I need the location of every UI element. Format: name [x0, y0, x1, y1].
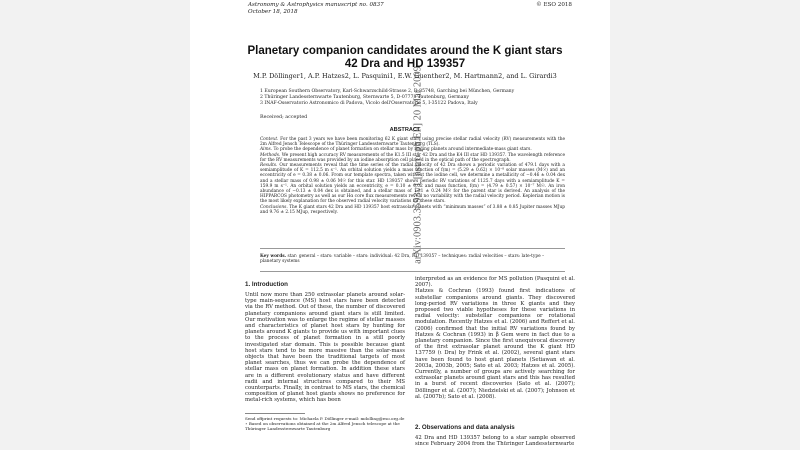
footnotes [245, 416, 405, 431]
abstract [260, 137, 565, 215]
abstract-divider [260, 248, 565, 249]
conclusions-label: Conclusions. [260, 204, 288, 210]
abstract-heading: ABSTRACT [389, 127, 421, 133]
affiliation-2: 2 Thüringer Landessternwarte Tautenburg, Sternwarte 5, D-07778 Tautenburg, Germany [260, 94, 470, 100]
keywords [260, 254, 565, 264]
context-label: Context. [260, 137, 279, 142]
observations-column [415, 435, 575, 447]
affiliations [260, 89, 514, 106]
date-line: October 18, 2018 [248, 9, 298, 15]
introduction-text: Until now more than 250 extrasolar planets around solar-type main-sequence (MS) host stars have been detected via the RV method. Out of these, the number of discovered planetary companions around giant stars is still limited. Our motivation was to enlarge the regime of stellar masses and characteristics of planet host stars by hunting for planets around K giants to provide us with important clues to the process of planet formation in a still poorly investigated star domain. This is possible because giant host stars tend to be more massive than the solar-mass objects that have been the traditional targets of most planet searches, thus we can probe the dependence of stellar mass on planet formation. In addition these stars are in a different evolutionary status and have different radii and internal structures compared to their MS counterparts. Finally, in contrast to MS stars, the chemical composition of planet host giants shows no preference for metal-rich systems, which has been [245, 292, 405, 404]
section-heading-introduction: 1. Introduction [245, 281, 288, 288]
aims-text: To probe the dependence of planet formation on stellar mass by finding planets around intermediate-mass giant stars. [273, 147, 532, 153]
observations-text: 42 Dra and HD 139357 belong to a star sample observed since February 2004 from the Thüringer Landessternwarte [415, 435, 575, 448]
observation-footnote: ⋆ Based on observations obtained at the 2m Alfred Jensch telescope at the Thüringer Landessternwarte Tautenburg [245, 421, 400, 431]
right-para-2: Hatzes & Cochran (1993) found first indications of substellar companions around giants. They discovered long-period RV variations in three K giants and they proposed two viable hypotheses for these variations in radial velocity: substellar companions or rotational modulation. Recently Hatzes et al. (2006) and Reffert et al. (2006) confirmed that the initial RV variations found by Hatzes & Cochran (1993) in β Gem were in fact due to a planetary companion. Since the first unequivocal discovery of the first extrasolar planet around the K giant HD 137759 (ι Dra) by Frink et al. (2002), several giant stars have been found to host giant planets (Setiawan et al. 2003a, 2003b, 2005; Sato et al. 2003; Hatzes et al. 2005). Currently, a number of groups are actively searching for extrasolar planets around giant stars and this has resulted in a burst of recent discoveries (Sato et al. (2007); Döllinger et al. (2007); Niedzielski et al. (2007); Johnson et al. (2007b); Sato et al. (2008). [415, 288, 575, 400]
methods-text: We present high accuracy RV measurements of the K1.5 III star 42 Dra and the K4 III star HD 139357. The wavelength reference for the RV measurements was provided by an iodine absorption cell placed in the optical path of the spectrograph. [260, 152, 565, 163]
affiliation-1: 1 European Southern Observatory, Karl-Schwarzschild-Strasse 2, D-85748, Garching bei München, Germany [260, 89, 515, 94]
methods-label: Methods. [260, 152, 281, 158]
keywords-divider [260, 271, 565, 272]
keywords-label: Key words. [260, 254, 287, 259]
keywords-text: star: general – stars: variable – stars: individual: 42 Dra, HD 139357 – techniques: radial velocities – stars: late-type – planetary systems [260, 254, 545, 265]
journal-line: Astronomy & Astrophysics manuscript no. 0837 [248, 2, 384, 8]
authors: M.P. Döllinger1, A.P. Hatzes2, L. Pasquini1, E.W. Guenther2, M. Hartmann2, and L. Girardi3 [253, 72, 557, 80]
received-line: Received; accepted [260, 115, 308, 120]
aims-label: Aims. [260, 147, 273, 153]
section-heading-observations: 2. Observations and data analysis [415, 424, 515, 431]
results-text: Our measurements reveal that the time series of the radial velocity of 42 Dra shows a periodic variation of 479.1 days with a semiamplitude of K = 112.5 m s⁻¹. An orbital solution yields a mass function of f(m) = (5.29 ± 0.62) × 10⁻⁸ solar masses (M☉) and an eccentricity of e = 0.38 ± 0.06. From our template spectra, taken without the iodine cell, we determine a metallicity of −0.46 ± 0.04 dex and a stellar mass of 0.98 ± 0.06 M☉ for this star. HD 139357 shows periodic RV variations of 1125.7 days with a semiamplitude K = 159.9 m s⁻¹. An orbital solution yields an eccentricity, e = 0.10 ± 0.02 and mass function, f(m) = (4.79 ± 0.57) × 10⁻⁷ M☉. An iron abundance of −0.13 ± 0.04 dex is obtained, and a stellar mass of 1.31 ± 0.24 M☉ for the parent star is derived. An analysis of the HIPPARCOS photometry as well as our Hα core flux measurements reveal no variability with the radial velocity period. Keplerian motion is the most likely explanation for the observed radial velocity variations for these stars. [260, 163, 565, 205]
offprint-footnote: Send offprint requests to: Michaela P. Döllinger e-mail: mdolling@eso.org.de [245, 416, 405, 421]
conclusions-text: The K giant stars 42 Dra and HD 139357 host extrasolar planets with “minimum masses” of 3.88 ± 0.85 Jupiter masses MJup and 9.76 ± 2.15 MJup, respectively. [260, 204, 565, 215]
right-column [415, 276, 575, 400]
right-para-1: interpreted as an evidence for MS pollution (Pasquini et al. 2007). [415, 276, 575, 289]
running-header [248, 2, 384, 16]
paper-page [190, 0, 610, 450]
introduction-column [245, 292, 405, 404]
affiliation-3: 3 INAF-Osservatorio Astronomico di Padova, Vicolo dell'Osservatorio 5, I-35122 Padova, Italy [260, 100, 478, 106]
paper-title: Planetary companion candidates around the K giant stars 42 Dra and HD 139357 [247, 45, 563, 70]
footnote-rule [245, 413, 305, 414]
context-text: For the past 3 years we have been monitoring 62 K giant stars using precise stellar radial velocity (RV) measurements with the 2m Alfred Jensch Telescope of the Thüringer Landessternwarte Tautenburg (TLS). [260, 137, 566, 148]
copyright: © ESO 2018 [536, 2, 572, 8]
arxiv-stamp: arXiv:0903.3593v1 [astro-ph.EP] 20 Mar 2009 [412, 66, 424, 264]
results-label: Results. [260, 163, 278, 169]
